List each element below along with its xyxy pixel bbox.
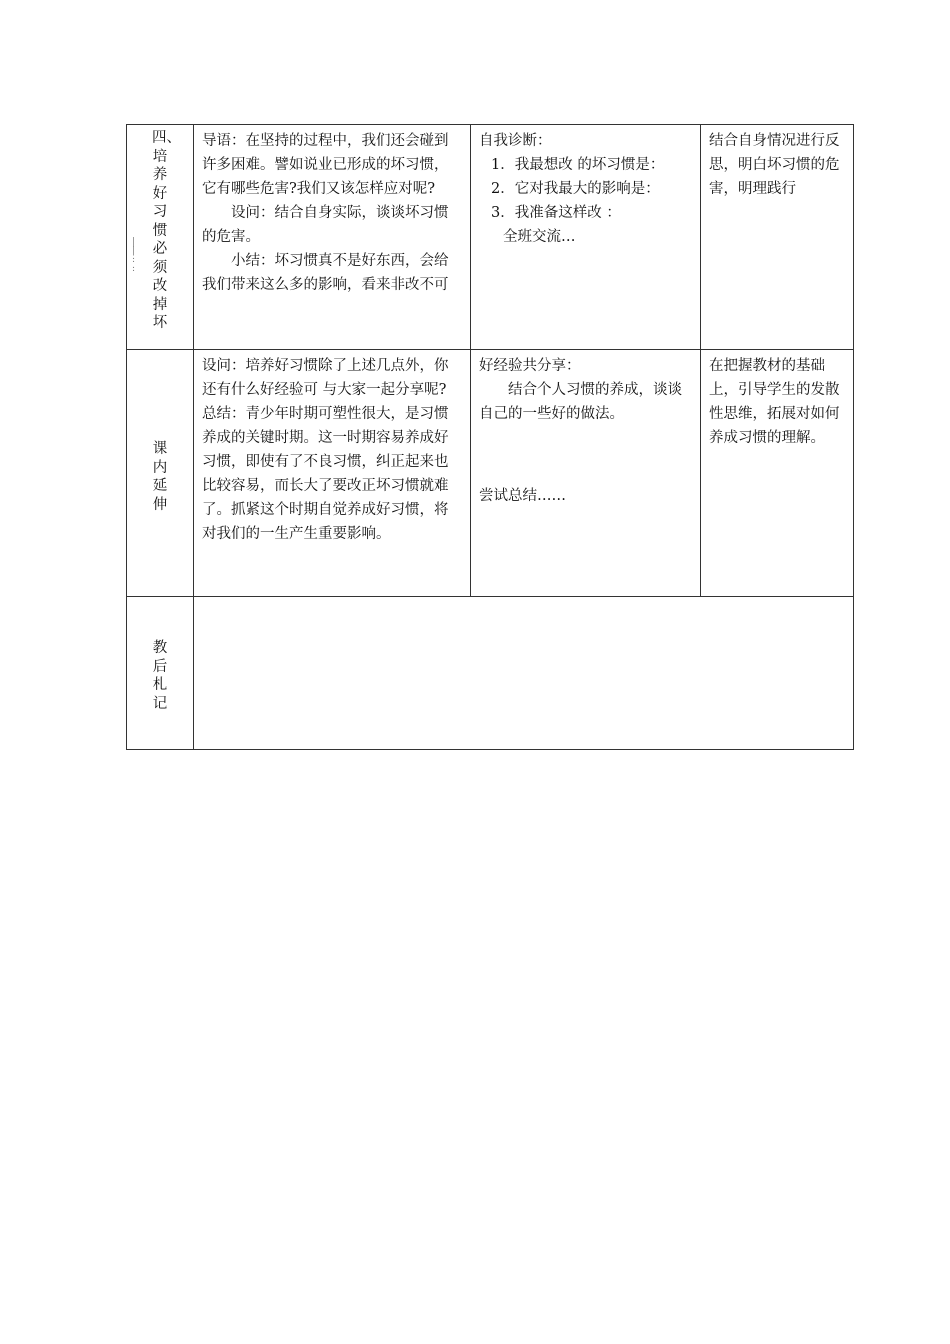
lesson-plan-table bbox=[126, 124, 854, 750]
teacher-activity-cell bbox=[194, 125, 471, 350]
design-intent-cell bbox=[701, 350, 854, 597]
section-label: 教后札记 bbox=[152, 640, 168, 712]
section-label: 四、培养好习惯必须改掉坏 bbox=[152, 130, 181, 331]
summary-text: 总结：青少年时期可塑性很大，是习惯养成的关键时期。这一时期容易养成好习惯，即使有了不良习惯，纠正起来也比较容易，而长大了要改正坏习惯就难了。抓紧这个时期自觉养成好习惯，将对我们的一生产生重要影响。 bbox=[202, 406, 449, 542]
design-intent-cell bbox=[701, 125, 854, 350]
section-label-cell bbox=[127, 350, 194, 597]
reflection-notes-cell bbox=[194, 597, 854, 750]
margin-mark: | | : : bbox=[132, 237, 136, 274]
intro-text: 导语：在坚持的过程中，我们还会碰到许多困难。譬如说业已形成的坏习惯，它有哪些危害?我们又该怎样应对呢? bbox=[202, 133, 449, 197]
student-activity-cell bbox=[471, 350, 701, 597]
diagnosis-item-3: 3．我准备这样改 ： bbox=[491, 205, 621, 221]
design-intent-text: 在把握教材的基础上，引导学生的发散性思维，拓展对如何养成习惯的理解。 bbox=[709, 358, 840, 446]
design-intent-text: 结合自身情况进行反思，明白坏习惯的危害，明理践行 bbox=[709, 133, 840, 197]
student-title: 自我诊断： bbox=[479, 133, 552, 149]
table-row bbox=[127, 125, 854, 350]
student-title: 好经验共分享： bbox=[479, 358, 581, 374]
section-label-cell bbox=[127, 597, 194, 750]
try-summary-text: 尝试总结…… bbox=[479, 488, 566, 504]
table-row bbox=[127, 350, 854, 597]
student-activity-cell bbox=[471, 125, 701, 350]
question-text: 设问：结合自身实际，谈谈坏习惯的危害。 bbox=[202, 205, 449, 245]
section-label-cell bbox=[127, 125, 194, 350]
question-text: 设问：培养好习惯除了上述几点外，你还有什么好经验可 与大家一起分享呢? bbox=[202, 358, 449, 398]
section-label: 课内延伸 bbox=[152, 441, 168, 513]
teacher-activity-cell bbox=[194, 350, 471, 597]
summary-text: 小结：坏习惯真不是好东西，会给我们带来这么多的影响，看来非改不可 bbox=[202, 253, 449, 293]
table-row bbox=[127, 597, 854, 750]
student-body-text: 结合个人习惯的养成，谈谈自己的一些好的做法。 bbox=[479, 382, 682, 422]
diagnosis-item-2: 2．它对我最大的影响是： bbox=[491, 181, 660, 197]
diagnosis-item-1: 1．我最想改 的坏习惯是： bbox=[491, 157, 665, 173]
class-exchange-text: 全班交流… bbox=[503, 229, 576, 245]
